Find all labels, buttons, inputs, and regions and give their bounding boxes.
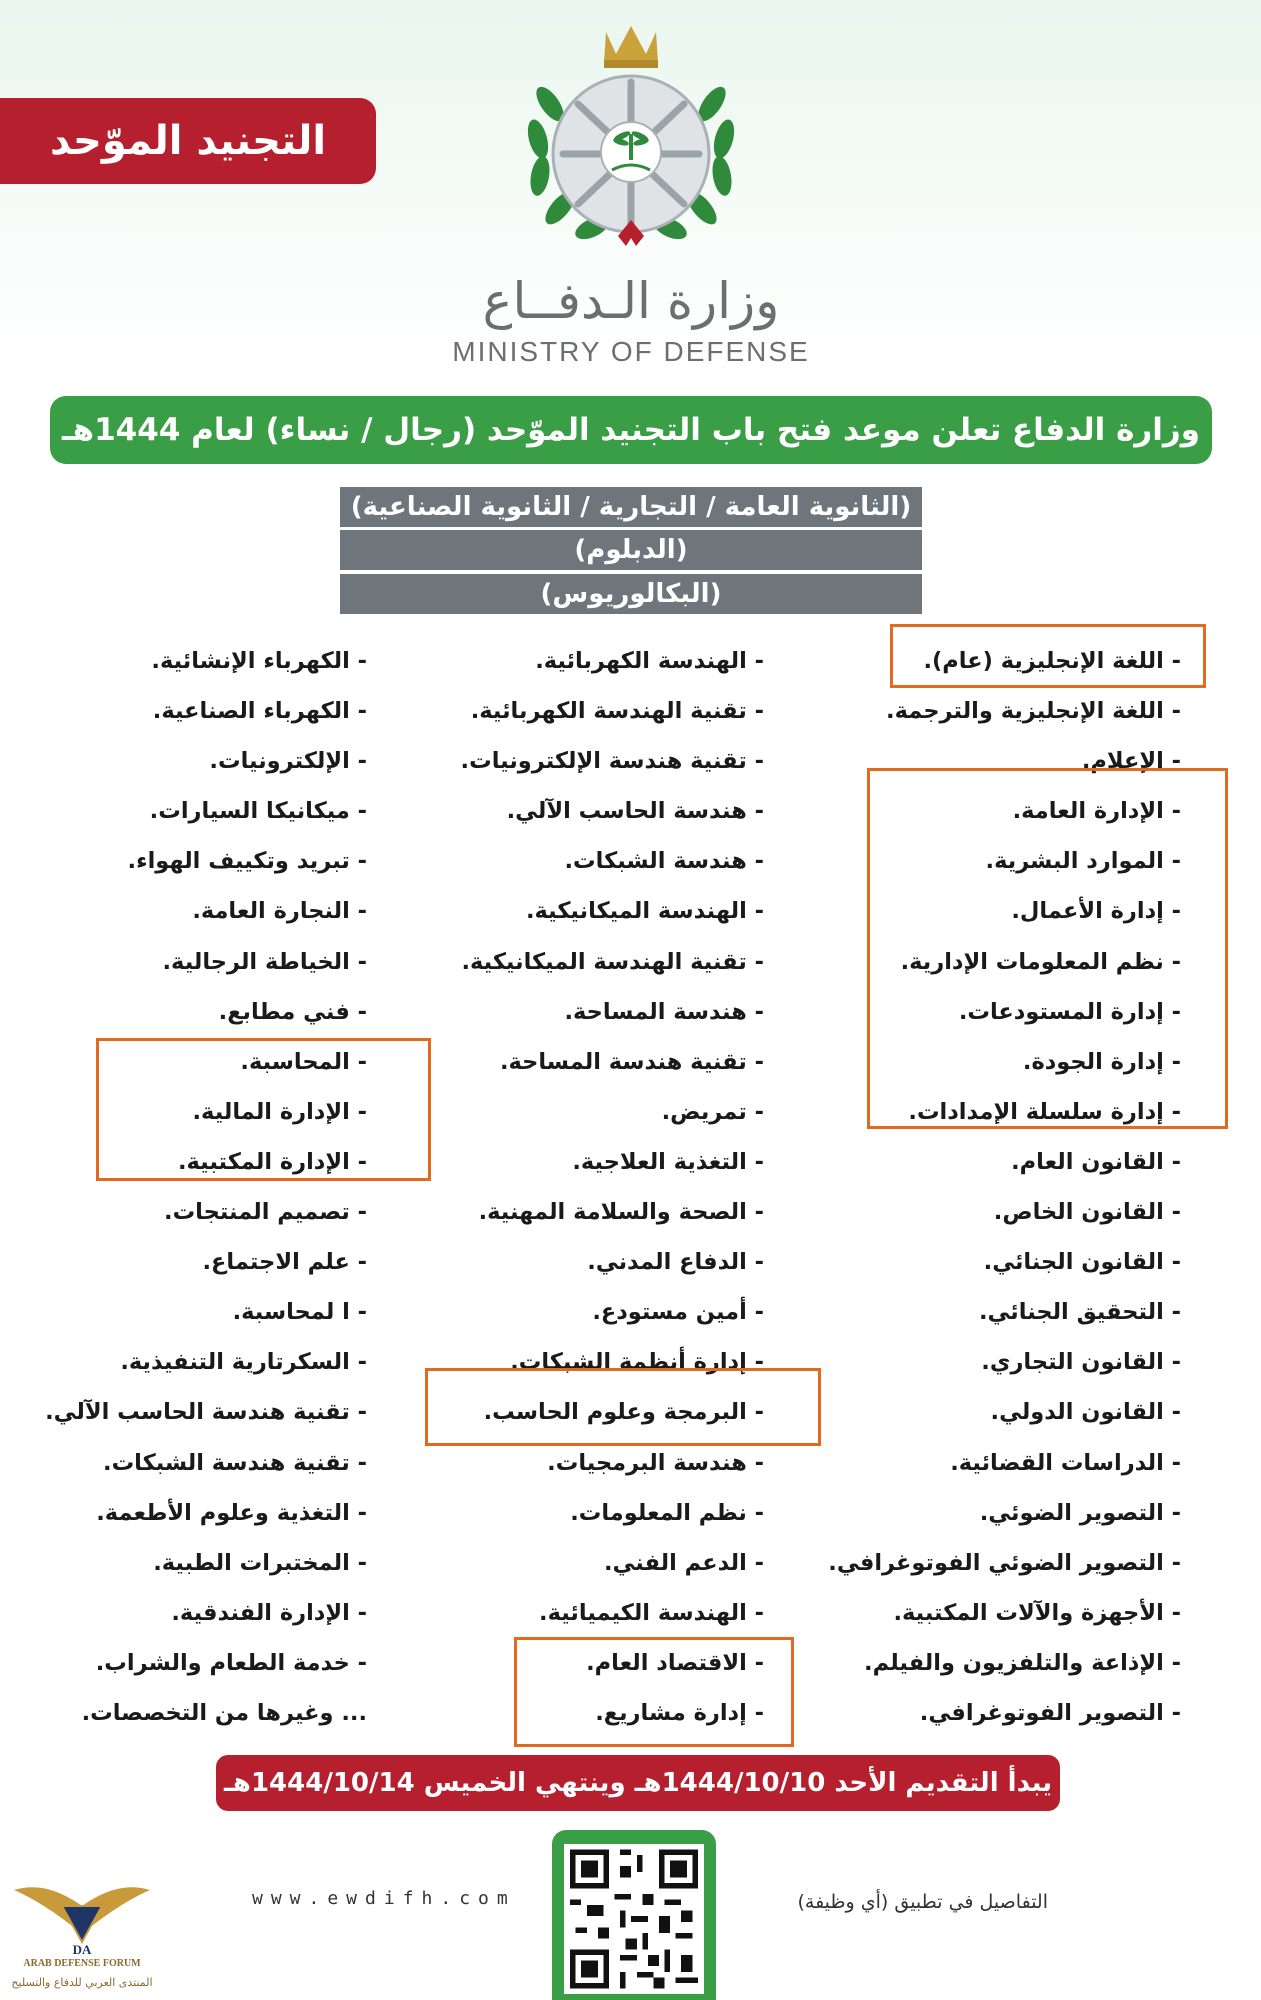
list-item: - هندسة الحاسب الآلي.	[506, 798, 764, 825]
specializations-column-3	[45, 636, 367, 1738]
list-item: - التغذية العلاجية.	[572, 1148, 764, 1175]
list-item: - التصوير الضوئي الفوتوغرافي.	[828, 1549, 1181, 1576]
level-diploma: (الدبلوم)	[340, 530, 922, 570]
list-item: - إدارة أنظمة الشبكات.	[510, 1349, 764, 1376]
list-item: - تقنية الهندسة الكهربائية.	[470, 698, 764, 725]
list-item: - اللغة الإنجليزية والترجمة.	[886, 698, 1181, 725]
list-item: - أمين مستودع.	[592, 1299, 764, 1326]
forum-logo	[6, 1876, 158, 2000]
list-item: - نظم المعلومات.	[570, 1499, 764, 1526]
list-item: - التغذية وعلوم الأطعمة.	[96, 1499, 367, 1526]
list-item: - النجارة العامة.	[192, 898, 367, 925]
list-item: - إدارة المستودعات.	[958, 998, 1181, 1025]
list-item: - علم الاجتماع.	[202, 1249, 367, 1276]
list-item: - البرمجة وعلوم الحاسب.	[483, 1399, 764, 1426]
list-item: - تقنية هندسة المساحة.	[499, 1048, 764, 1075]
list-item: - نظم المعلومات الإدارية.	[900, 948, 1181, 975]
list-item: - الدراسات القضائية.	[950, 1449, 1181, 1476]
level-bachelor: (البكالوريوس)	[340, 574, 922, 614]
ministry-emblem-icon	[508, 14, 754, 272]
list-item: - التصوير الفوتوغرافي.	[919, 1699, 1181, 1726]
list-item: - تبريد وتكييف الهواء.	[127, 848, 367, 875]
forum-mark: DA	[72, 1942, 92, 1957]
list-item: - إدارة الجودة.	[1022, 1048, 1181, 1075]
qr-code-icon[interactable]	[564, 1844, 704, 1994]
list-item: - الهندسة الكهربائية.	[535, 648, 764, 674]
level-secondary: (الثانوية العامة / التجارية / الثانوية الصناعية)	[340, 487, 922, 527]
list-item: - الخياطة الرجالية.	[162, 948, 367, 975]
list-item: - الإدارة العامة.	[1012, 798, 1181, 825]
ministry-name-en: MINISTRY OF DEFENSE	[452, 336, 810, 367]
list-item: - الإذاعة والتلفزيون والفيلم.	[864, 1649, 1181, 1676]
list-item: - تقنية هندسة الإلكترونيات.	[460, 748, 764, 775]
forum-emblem-icon	[6, 1876, 158, 1958]
list-item: - الأجهزة والآلات المكتبية.	[893, 1599, 1181, 1626]
list-item: - الاقتصاد العام.	[586, 1649, 764, 1676]
highlight-box-economics	[514, 1637, 794, 1747]
list-item: - تمريض.	[661, 1098, 764, 1125]
list-item: - التحقيق الجنائي.	[979, 1299, 1181, 1326]
list-item: - الإلكترونيات.	[209, 748, 367, 775]
highlight-box-english	[890, 624, 1206, 688]
list-item: - تصميم المنتجات.	[164, 1199, 367, 1226]
list-item: - الصحة والسلامة المهنية.	[478, 1199, 764, 1226]
list-item: - الإدارة الفندقية.	[171, 1599, 367, 1626]
list-item: - الكهرباء الصناعية.	[152, 698, 367, 725]
specializations-column-2	[461, 636, 764, 1738]
list-item: - الكهرباء الإنشائية.	[151, 648, 367, 674]
list-item: - تقنية هندسة الشبكات.	[103, 1449, 367, 1476]
list-item: - هندسة المساحة.	[564, 998, 764, 1025]
list-item: - الدفاع المدني.	[587, 1249, 764, 1276]
list-item: - الإدارة المالية.	[192, 1098, 367, 1125]
highlight-box-finance	[96, 1038, 431, 1181]
announcement-headline: وزارة الدفاع تعلن موعد فتح باب التجنيد الموّحد (رجال / نساء) لعام 1444هـ	[50, 396, 1212, 464]
list-item: - القانون التجاري.	[981, 1349, 1181, 1376]
highlight-box-programming	[425, 1368, 821, 1446]
list-item: - اللغة الإنجليزية (عام).	[923, 648, 1181, 674]
list-item: - القانون الخاص.	[993, 1199, 1181, 1226]
list-item: - الدعم الفني.	[603, 1549, 764, 1576]
list-item: - هندسة البرمجيات.	[547, 1449, 764, 1476]
list-item: - القانون الدولي.	[990, 1399, 1181, 1426]
list-item: - خدمة الطعام والشراب.	[95, 1649, 367, 1676]
list-item: - هندسة الشبكات.	[564, 848, 764, 875]
qr-code-frame	[552, 1830, 716, 2000]
list-item: - الموارد البشرية.	[985, 848, 1181, 875]
list-item: - القانون العام.	[1011, 1148, 1181, 1175]
list-item: - المحاسبة.	[240, 1048, 367, 1075]
forum-name-en: ARAB DEFENSE FORUM	[23, 1958, 141, 1969]
list-item: - المختبرات الطبية.	[153, 1549, 367, 1576]
program-badge: التجنيد الموّحد	[0, 98, 376, 184]
list-item: - فني مطابع.	[218, 998, 367, 1025]
application-dates: يبدأ التقديم الأحد 1444/10/10هـ وينتهي الخميس 1444/10/14هـ	[216, 1755, 1060, 1811]
ministry-name-ar: وزارة الـدفــاع	[482, 272, 780, 330]
app-details-text: التفاصيل في تطبيق (أي وظيفة)	[797, 1891, 1048, 1913]
list-item: - الهندسة الميكانيكية.	[525, 898, 764, 925]
list-item: ... وغيرها من التخصصات.	[81, 1699, 367, 1726]
list-item: - إدارة مشاريع.	[595, 1699, 764, 1726]
forum-name-ar: المنتدى العربي للدفاع والتسليح	[11, 1976, 153, 1989]
list-item: - ميكانيكا السيارات.	[149, 798, 367, 825]
list-item: - التصوير الضوئي.	[979, 1499, 1181, 1526]
list-item: - إدارة الأعمال.	[1011, 898, 1181, 925]
list-item: - الإعلام.	[1081, 748, 1181, 775]
list-item: - تقنية هندسة الحاسب الآلي.	[45, 1399, 367, 1426]
list-item: - السكرتارية التنفيذية.	[120, 1349, 367, 1376]
list-item: - ا لمحاسبة.	[232, 1299, 367, 1326]
list-item: - الهندسة الكيميائية.	[539, 1599, 764, 1626]
website-link[interactable]: www.ewdifh.com	[252, 1888, 516, 1909]
highlight-box-management	[867, 768, 1228, 1129]
list-item: - القانون الجنائي.	[983, 1249, 1181, 1276]
list-item: - تقنية الهندسة الميكانيكية.	[461, 948, 764, 975]
list-item: - إدارة سلسلة الإمدادات.	[908, 1098, 1181, 1125]
list-item: - الإدارة المكتبية.	[177, 1148, 367, 1175]
